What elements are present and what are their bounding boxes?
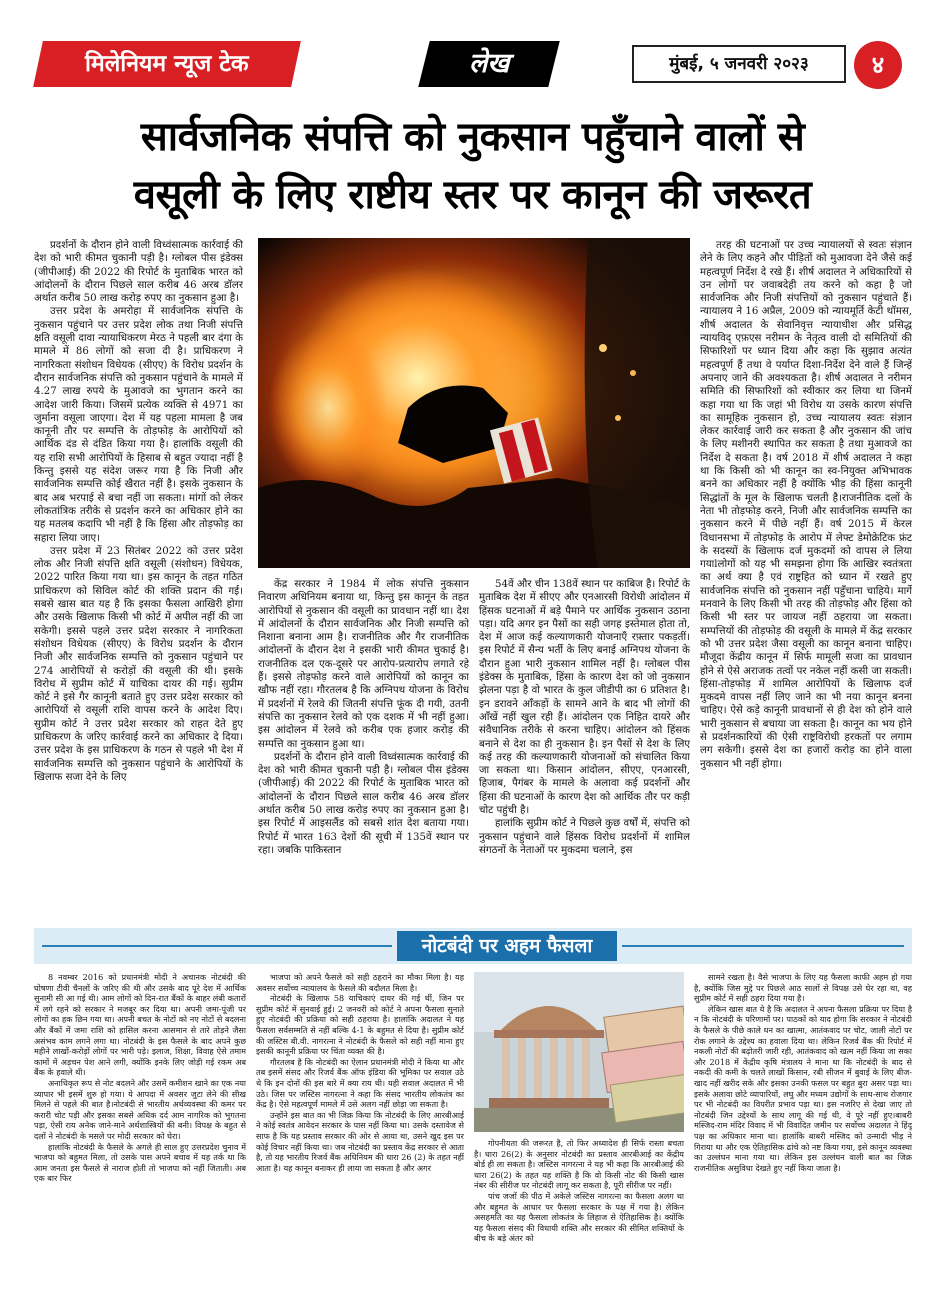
headline-line-2: वसूली के लिए राष्टीय स्तर पर कानून की जरूरत: [133, 172, 812, 218]
article-paragraph: हालांकि नोटबंदी के फैसले के अगले ही साल हुए उत्तरप्रदेश चुनाव में भाजपा को बहुमत मिला, तो उसके पास अपने बचाव में यह तर्क था कि आम जनता इस फैसले से नाराज होती तो भाजपा को नहीं जिताती। अब एक बार फिर: [34, 1141, 246, 1184]
dateline: मुंबई, ५ जनवरी २०२३: [632, 45, 846, 83]
article-paragraph: गोपनीयता की जरूरत है, तो फिर अध्यादेश ही सिर्फ रास्ता बचता है। धारा 26(2) के अनुसार नोटबंदी का प्रस्ताव आरबीआई का केंद्रीय बोर्ड ही ला सकता है। जस्टिस नागरत्ना ने यह भी कहा कि आरबीआई की धारा 26(2) के तहत यह शक्ति है कि वो किसी नोट की किसी खास नंबर की सीरीज पर नोटबंदी लागू कर सकता है, पूरी सीरीज पर नहीं।: [474, 1138, 684, 1191]
paper-name: मिलेनियम न्यूज टेक: [85, 51, 249, 77]
main-headline: [30, 108, 915, 224]
title-rule-left: [42, 945, 392, 947]
fire-scene-image: [258, 238, 690, 568]
section-banner: [418, 41, 559, 87]
second-article-column-2: [256, 972, 464, 1267]
supreme-court-photo: [474, 972, 684, 1132]
second-article-column-4: [694, 972, 912, 1267]
second-article-column-1: [34, 972, 246, 1267]
headline-line-1: सार्वजनिक संपत्ति को नुकसान पहुँचाने वालों से: [140, 114, 805, 160]
article-paragraph: सामने रखता है। वैसे भाजपा के लिए यह फैसला काफी अहम हो गया है, क्योंकि जिस मुद्दे पर पिछले आठ सालों से विपक्ष उसे घेर रहा था, वह सुप्रीम कोर्ट में सही ठहरा दिया गया है।: [694, 972, 912, 1004]
article-column-1: [34, 239, 243, 909]
article-paragraph: उत्तर प्रदेश में 23 सितंबर 2022 को उत्तर प्रदेश लोक और निजी संपत्ति क्षति वसूली (संशोधन) विधेयक, 2022 पारित किया गया था। इस कानून के तहत गठित प्राधिकरण को सिविल कोर्ट की शक्ति प्रदान की गई। सबसे खास बात यह है कि इसका फैसला आखिरी होगा और उसके खिलाफ किसी भी कोर्ट में अपील नहीं की जा सकेगी। इससे पहले उत्तर प्रदेश सरकार ने नागरिकता संशोधन विधेयक (सीएए) के विरोध प्रदर्शन के दौरान निजी और सार्वजनिक सम्पत्ति को नुकसान पहुंचाने पर 274 आरोपियों से करोड़ों की वसूली की थी। इसके विरोध में सुप्रीम कोर्ट में याचिका दायर की गई। सुप्रीम कोर्ट ने इसे गैर कानूनी बताते हुए उत्तर प्रदेश सरकार को आरोपियों से वसूली राशि वापस करने के आदेश दिए। सुप्रीम कोर्ट ने उत्तर प्रदेश सरकार को राहत देते हुए प्राधिकरण के जरिए कार्रवाई करने का अधिकार दे दिया।उत्तर प्रदेश के इस प्राधिकरण के गठन से पहले भी देश में सार्वजनिक सम्पत्ति को नुकसान पहुंचाने के आरोपियों के खिलाफ सजा देने के लिए: [34, 545, 243, 783]
article-column-2: [258, 578, 469, 918]
article-paragraph: 54वें और चीन 138वें स्थान पर काबिज है। रिपोर्ट के मुताबिक देश में सीएए और एनआरसी विरोधी आंदोलन में हिंसक घटनाओं में बड़े पैमाने पर आर्थिक नुकसान उठाना पड़ा। यदि अगर इन पैसों का सही जगह इस्तेमाल होता तो, देश में आज कई कल्याणकारी योजनाएँ रफ़्तार पकड़तीं। इस रिपोर्ट में सैन्य भर्ती के लिए बनाई अग्निपथ योजना के दौरान हुआ भारी नुकसान शामिल नहीं है। ग्लोबल पीस इंडेक्स के मुताबिक, हिंसा के कारण देश को जो नुकसान झेलना पड़ा है वो भारत के कुल जीडीपी का 6 प्रतिशत है। इन डरावने आँकड़ों के सामने आने के बाद भी लोगों की आँखें नहीं खुल रही हैं। आंदोलन एक निहित दायरे और संवैधानिक तरीके से करना चाहिए। आंदोलन को हिंसक बनाने से देश का ही नुकसान है। इन पैसों से देश के लिए कई तरह की कल्याणकारी योजनाओं को संचालित किया जा सकता था। किसान आंदोलन, सीएए, एनआरसी, हिजाब, पैगंबर के मामले के अलावा कई प्रदर्शनों और हिंसा की घटनाओं के कारण देश को आर्थिक तौर पर कड़ी चोट पहुंची है।: [479, 579, 690, 817]
second-article-title-band: [34, 928, 912, 964]
article-paragraph: उत्तर प्रदेश के अमरोहा में सार्वजनिक संपत्ति के नुकसान पहुंचाने पर उत्तर प्रदेश लोक तथा निजी संपत्ति क्षति वसूली दावा न्यायाधिकरण मेरठ ने पहली बार दंगा के मामले में 86 लोगों को सजा दी है। प्राधिकरण ने नागरिकता संशोधन विधेयक (सीएए) के विरोध प्रदर्शन के दौरान सार्वजनिक संपत्ति को नुकसान पहुंचाने के मामले में 4.27 लाख रुपये के मुआवजे का भुगतान करने का आदेश जारी किया। जिसमें प्रत्येक व्यक्ति से 4971 का जुर्माना वसूला जाएगा। देश में यह पहला मामला है जब कानूनी तौर पर सम्पत्ति के तोड़फोड़ के आरोपियों को आर्थिक दंड से दंडित किया गया है। हालांकि वसूली की यह राशि सभी आरोपियों के हिसाब से बहुत ज्यादा नहीं है किन्तु इससे यह संदेश जरूर गया है कि निजी और सार्वजनिक सम्पत्ति कोई खैरात नहीं है। इसके नुकसान के बाद अब भरपाई से बचा नहीं जा सकता। मांगों को लेकर लोकतांत्रिक तरीके से प्रदर्शन करने का अधिकार होने का यह मतलब कदापि भी नहीं है कि हिंसा और तोड़फोड़ का सहारा लिया जाए।: [34, 306, 243, 544]
fire-riot-photo: [258, 238, 690, 568]
article-paragraph: तरह की घटनाओं पर उच्च न्यायालयों से स्वतः संज्ञान लेने के लिए कहने और पीड़ितों को मुआवजा देने जैसे कई महत्वपूर्ण निर्देश दे रखे हैं। शीर्ष अदालत ने अधिकारियों से उन लोगों पर जवाबदेही तय करने को कहा है जो सार्वजनिक और निजी संपत्तियों को नुकसान पहुंचाते हैं। न्यायालय ने 16 अप्रैल, 2009 को न्यायमूर्ति केटी थॉमस, शीर्ष अदालत के सेवानिवृत्त न्यायाधीश और प्रसिद्ध न्यायविद् एफ़एस नरीमन के नेतृत्व वाली दो समितियों की सिफारिशों पर ध्यान दिया और कहा कि सुझाव अत्यंत महत्वपूर्ण हैं तथा वे पर्याप्त दिशा-निर्देश देने वाले हैं जिन्हें अपनाए जाने की अवश्यकता है। शीर्ष अदालत ने नरीमन समिति की सिफारिशों को स्वीकार कर लिया था जिनमें कहा गया था कि जहां भी विरोध या उसके कारण संपत्ति का सामूहिक नुकसान हो, उच्च न्यायालय स्वतः संज्ञान लेकर कार्रवाई जारी कर सकता है और नुकसान की जांच के लिए मशीनरी स्थापित कर सकता है तथा मुआवजे का निर्देश दे सकता है। वर्ष 2018 में शीर्ष अदालत ने कहा था कि किसी को भी कानून का स्व-नियुक्त अभिभावक बनने का अधिकार नहीं है क्योंकि भीड़ की हिंसा कानूनी सिद्धांतों के मूल के खिलाफ चलती है।राजनीतिक दलों के नेता भी तोड़फोड़ करने, निजी और सार्वजनिक सम्पत्ति का नुकसान करने में पीछे नहीं हैं। वर्ष 2015 में केरल विधानसभा में तोड़फोड़ के आरोप में लेफ्ट डेमोक्रेटिक फ्रंट के सदस्यों के खिलाफ दर्ज मुकदमों को वापस ले लिया गयाlलोगों को यह भी समझना होगा कि आखिर स्वतंत्रता का अर्थ क्या है एवं राष्ट्रहित को ध्यान में रखते हुए सार्वजनिक संपत्ति को नुकसान नहीं पहुँचाना चाहिये। मार्गे मनवाने के लिए किसी भी तरह की तोड़फोड़ और हिंसा को किसी भी स्तर पर जायज नहीं ठहराया जा सकता। सम्पत्तियों की तोड़फोड़ की वसूली के मामले में केंद्र सरकार को भी उत्तर प्रदेश जैसा वसूली का कानून बनाना चाहिए। मौजूदा केंद्रीय कानून में सिर्फ मामूली सजा का प्रावधान होने से ऐसे अराजक तत्वों पर नकेल नहीं कसी जा सकती। हिंसा-तोड़फोड़ में शामिल आरोपियों के खिलाफ दर्ज मुकदमे वापस नहीं लिए जाने का भी नया कानून बनना चाहिए। ऐसे कड़े कानूनी प्रावधानों से ही देश को होने वाले भारी नुकसान से बचाया जा सकता है। कानून का भय होने से प्रदर्शनकारियों की ऐसी राष्ट्रविरोधी हरकतों पर लगाम लग सकेगी। इससे देश का हजारों करोड़ का होने वाला नुकसान भी नहीं होगा।: [700, 240, 912, 770]
section-label: लेख: [468, 48, 510, 79]
article-paragraph: नोटबंदी के खिलाफ 58 याचिकाएं दायर की गई थीं, जिन पर सुप्रीम कोर्ट में सुनवाई हुई। 2 जनवरी को कोर्ट ने अपना फैसला सुनाते हुए नोटबंदी की प्रक्रिया को सही ठहराया है। हालांकि अदालत ने यह फैसला सर्वसम्मति से नहीं बल्कि 4-1 के बहुमत से दिया है। सुप्रीम कोर्ट की जस्टिस बी.वी. नागरत्ना ने नोटबंदी के फैसले को सही नहीं माना हुए इसकी कानूनी प्रक्रिया पर चिंता व्यक्त की है।: [256, 993, 464, 1057]
court-and-currency-image: [474, 972, 684, 1132]
article-paragraph: गौरतलब है कि नोटबंदी का ऐलान प्रधानमंत्री मोदी ने किया था और तब इसमें संसद और रिजर्व बैंक ऑफ इंडिया की भूमिका पर सवाल उठे थे कि इन दोनों की इस बारे में क्या राय थी। यही सवाल अदालत में भी उठे। जिस पर जस्टिस नागरत्ना ने कहा कि संसद भारतीय लोकतंत्र का केंद्र है। ऐसे महत्वपूर्ण मामले में उसे अलग नहीं छोड़ा जा सकता है।: [256, 1056, 464, 1110]
article-paragraph: अनाधिकृत रूप से नोट बदलने और उसमें कमीशन खाने का एक नया व्यापार भी इसमें शुरु हो गया। ये आपदा में अवसर जुटा लेने की सीख मिलने से पहले की बात है।नोटबंदी से भारतीय अर्थव्यवस्था की कमर पर करारी चोट पड़ी और इसका सबसे अधिक दर्द आम नागरिक को भुगतना पड़ा, ऐसी राय अनेक जाने-माने अर्थशास्त्रियों की बनी। विपक्ष के बहुत से दलों ने नोटबंदी के मसले पर मोदी सरकार को घेरा।: [34, 1077, 246, 1141]
article-column-3: [479, 578, 690, 918]
article-paragraph: केंद्र सरकार ने 1984 में लोक संपत्ति नुकसान निवारण अधिनियम बनाया था, किन्तु इस कानून के तहत आरोपियों से नुकसान की वसूली का प्रावधान नहीं था। देश में आंदोलनों के दौरान सार्वजनिक और निजी सम्पत्ति को निशाना बनाना आम है। राजनीतिक और गैर राजनीतिक आंदोलनों के दौरान देश ने इसकी भारी कीमत चुकाई है। राजनीतिक दल एक-दूसरे पर आरोप-प्रत्यारोप लगाते रहे हैं। इससे तोड़फोड़ करने वाले आरोपियों को कानून का खौफ नहीं रहा। गौरतलब है कि अग्निपथ योजना के विरोध में प्रदर्शनों में रेलवे की जितनी संपत्ति फूंक दी गयी, उतनी संपत्ति का नुकसान रेलवे को एक दशक में भी नहीं हुआ। इस आंदोलन में रेलवे को करीब एक हजार करोड़ की सम्पत्ति का नुकसान हुआ था।: [258, 579, 469, 750]
article-column-4: [700, 239, 912, 919]
article-paragraph: प्रदर्शनों के दौरान होने वाली विध्वंसात्मक कार्रवाई की देश को भारी कीमत चुकानी पड़ी है। ग्लोबल पीस इंडेक्स (जीपीआई) की 2022 की रिपोर्ट के मुताबिक भारत को आंदोलनों के दौरान पिछले साल करीब 46 अरब डॉलर अर्थात करीब 50 लाख करोड़ रुपए का नुकसान हुआ है।: [34, 240, 243, 305]
masthead: [20, 35, 930, 97]
article-paragraph: हालांकि सुप्रीम कोर्ट ने पिछले कुछ वर्षों में, संपत्ति को नुकसान पहुंचाने वाले हिंसक विरोध प्रदर्शनों में शामिल संगठनों के नेताओं पर मुकदमा चलाने, इस: [479, 818, 690, 856]
second-article-title: नोटबंदी पर अहम फैसला: [397, 931, 617, 961]
article-paragraph: लेकिन खास बात ये है कि अदालत ने अपना फैसला प्रक्रिया पर दिया है न कि नोटबंदी के परिणामों पर। पाठकों को याद होगा कि सरकार ने नोटबंदी के फैसले के पीछे काले धन का खात्मा, आतंकवाद पर चोट, जाली नोटों पर रोक लगाने के उद्देश्य का हवाला दिया था। लेकिन रिजर्व बैंक की रिपोर्ट में नकली नोटों की बढ़ोतरी जारी रही, आतंकवाद को खत्म नहीं किया जा सका और 2018 में केंद्रीय कृषि मंत्रालय ने माना था कि नोटबंदी के बाद से नकदी की कमी के चलते लाखों किसान, रबी सीजन में बुवाई के लिए बीज-खाद नहीं खरीद सके और इसका उनकी फसल पर बहुत बुरा असर पड़ा था। इसके अलावा छोटे व्यापारियों, लघु और मध्यम उद्योगों के साथ-साथ रोजगार पर भी नोटबंदी का विपरीत प्रभाव पड़ा था। इस नजरिए से देखा जाए तो नोटबंदी जिन उद्देश्यों के साथ लागू की गई थी, वे पूरे नहीं हुए।बाबरी मस्जिद-राम मंदिर विवाद में भी विवादित जमीन पर सर्वोच्च अदालत ने हिंदू पक्ष का अधिकार माना था। हालांकि बाबरी मस्जिद को उन्मादी भीड़ ने गिराया था और एक ऐतिहासिक ढांचे को नष्ट किया गया, इसे कानून व्यवस्था का उल्लंघन माना गया था। लेकिन इस उल्लंघन वाली बात का जिक्र राजनीतिक असुविधा देखते हुए नहीं किया जाता है।: [694, 1003, 912, 1173]
article-paragraph: 8 नवम्बर 2016 को प्रधानमंत्री मोदी ने अचानक नोटबंदी की घोषणा टीवी चैनलों के जरिए की थी और उसके बाद पूरे देश में आर्थिक सुनामी सी आ गई थी। आम लोगों को दिन-रात बैंकों के बाहर लंबी कतारों में लगे रहने को सरकार ने मजबूर कर दिया था। अपनी जमा-पूंजी पर लोगों का हक छिन गया था। अपनी बचत के नोटों को नए नोटों से बदलना और बैंकों में जमा राशि को हासिल करना आसमान से तारे तोड़ने जैसा असंभव काम लगने लगा था। नोटबंदी के इस फैसले के बाद अपने कुछ महीने लाखों-करोड़ों लोगों पर भारी पड़े। इलाज, शिक्षा, विवाह ऐसे तमाम कामों में अड़चन पेश आने लगी, क्योंकि इनके लिए जोड़ी गई रकम अब बैंक के हवाले थी।: [34, 972, 246, 1078]
second-article-column-3: [474, 1138, 684, 1268]
title-rule-right: [622, 945, 904, 947]
page-number-badge: ४: [854, 41, 902, 89]
article-paragraph: भाजपा को अपने फैसले को सही ठहराने का मौका मिला है। यह अवसर सर्वोच्च न्यायालय के फैसले की बदौलत मिला है।: [256, 972, 464, 993]
paper-name-banner: [33, 41, 301, 87]
article-paragraph: प्रदर्शनों के दौरान होने वाली विध्वंसात्मक कार्रवाई की देश को भारी कीमत चुकानी पड़ी है। ग्लोबल पीस इंडेक्स (जीपीआई) की 2022 की रिपोर्ट के मुताबिक भारत को आंदोलनों के दौरान पिछले साल करीब 46 अरब डॉलर अर्थात करीब 50 लाख करोड़ रुपए का नुकसान हुआ है। इस रिपोर्ट में आइसलैंड को सबसे शांत देश बताया गया। रिपोर्ट में भारत 163 देशों की सूची में 135वें स्थान पर रहा। जबकि पाकिस्तान: [258, 751, 469, 856]
article-paragraph: पांच जजों की पीठ में अकेले जस्टिस नागरत्ना का फैसला अलग था और बहुमत के आधार पर फैसला सरकार के पक्ष में गया है। लेकिन असहमति का यह फैसला लोकतंत्र के लिहाज से ऐतिहासिक है। क्योंकि यह फैसला संसद की विधायी शक्ति और सरकार की सीमित शक्तियों के बीच के बड़े अंतर को: [474, 1190, 684, 1244]
article-paragraph: उन्होंने इस बात का भी जिक्र किया कि नोटबंदी के लिए आरबीआई ने कोई स्वतंत्र आवेदन सरकार के पास नहीं किया था। उसके दस्तावेज से साफ है कि यह प्रस्ताव सरकार की ओर से आया था, उसने खुद इस पर कोई विचार नहीं किया था। जब नोटबंदी का प्रस्ताव केंद्र सरकार से आता है, तो यह भारतीय रिजर्व बैंक अधिनियम की धारा 26 (2) के तहत नहीं आता है। यह कानून बनाकर ही लाया जा सकता है और अगर: [256, 1109, 464, 1173]
